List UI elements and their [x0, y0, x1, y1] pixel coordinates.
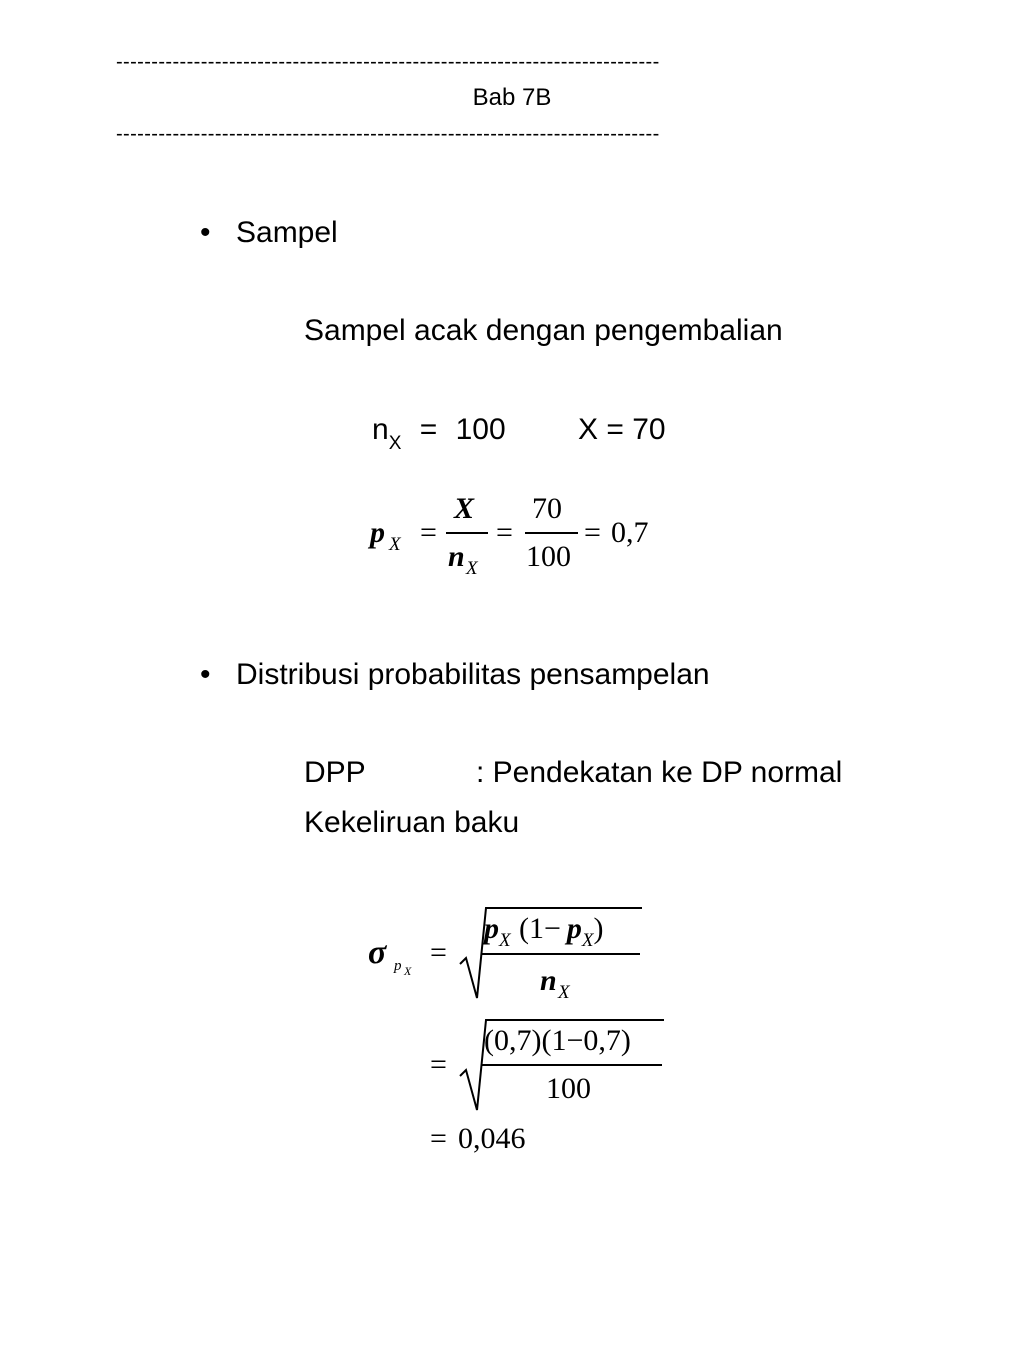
num-p2: p — [566, 912, 582, 945]
equals-3: = — [584, 516, 601, 549]
num-close: ) — [593, 912, 604, 945]
n-value: 100 — [455, 413, 506, 446]
sigma-numerator-1 — [484, 912, 604, 951]
frac1-numerator: X — [454, 492, 475, 525]
sigma-equals-3: = — [430, 1122, 447, 1155]
given-x: X = 70 — [578, 413, 666, 446]
bullet-distribusi: • — [200, 658, 211, 691]
frac2-numerator: 70 — [532, 492, 562, 525]
sigma-symbol: σ — [368, 934, 387, 971]
n-subscript: X — [388, 433, 402, 454]
equals-1: = — [420, 516, 437, 549]
given-n — [372, 413, 506, 454]
sigma-equals-2: = — [430, 1048, 447, 1081]
den-n: n — [540, 964, 557, 997]
fraction-bar-2 — [525, 532, 578, 534]
sigma-subscript-p: p — [394, 958, 402, 974]
num-sub2: X — [581, 930, 594, 951]
proportion-result: 0,7 — [611, 516, 649, 549]
px-symbol: p — [370, 516, 385, 549]
header-rule-top: ----------------------------------------------------------------------------- — [116, 51, 660, 73]
sigma-equals-1: = — [430, 936, 447, 969]
sampling-method-text: Sampel acak dengan pengembalian — [304, 314, 783, 347]
den-sub: X — [558, 982, 570, 1003]
num-sub1: X — [499, 930, 511, 951]
standard-error-result: 0,046 — [458, 1122, 526, 1155]
fraction-bar-1 — [446, 532, 488, 534]
chapter-title: Bab 7B — [472, 84, 552, 111]
frac1-denominator-symbol: n — [448, 540, 465, 573]
n-symbol: n — [372, 413, 389, 446]
equals-2: = — [496, 516, 513, 549]
section-title-distribusi: Distribusi probabilitas pensampelan — [236, 658, 710, 691]
std-error-label: Kekeliruan baku — [304, 806, 520, 839]
frac2-denominator: 100 — [526, 540, 571, 573]
num-p1: p — [484, 912, 499, 945]
num-mid: (1− — [518, 912, 561, 945]
sigma-subscript-x: X — [404, 964, 412, 978]
sigma-fraction-bar-2 — [482, 1064, 662, 1066]
dpp-label: DPP — [304, 756, 366, 789]
section-title-sampel: Sampel — [236, 216, 338, 249]
sigma-numerator-2: (0,7)(1−0,7) — [484, 1024, 631, 1057]
dpp-value: : Pendekatan ke DP normal — [476, 756, 843, 789]
sigma-fraction-bar-1 — [482, 953, 640, 955]
frac1-denominator-subscript: X — [466, 558, 478, 579]
sigma-denominator-2: 100 — [546, 1072, 591, 1105]
header-rule-bottom: ----------------------------------------------------------------------------- — [116, 123, 660, 145]
bullet-sampel: • — [200, 216, 211, 249]
n-equals: = — [419, 413, 438, 446]
px-subscript: X — [389, 534, 401, 555]
